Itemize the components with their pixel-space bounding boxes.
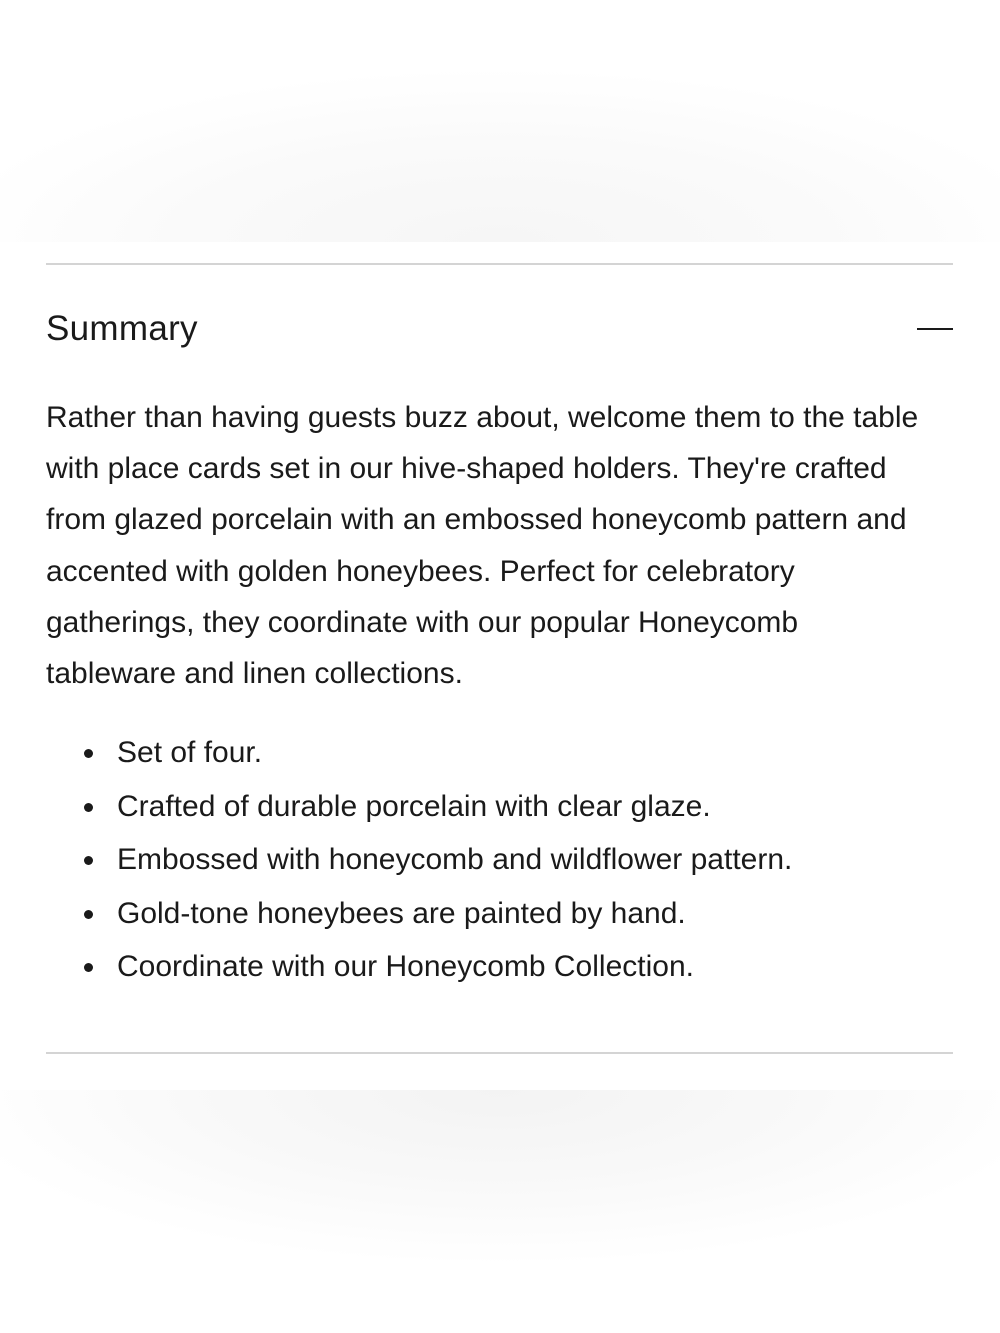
bottom-divider	[46, 1052, 953, 1054]
feature-text: Embossed with honeycomb and wildflower pattern.	[117, 843, 793, 876]
top-divider	[46, 263, 953, 265]
bullet-icon	[84, 856, 93, 865]
bullet-icon	[84, 749, 93, 758]
feature-text: Gold-tone honeybees are painted by hand.	[117, 896, 686, 930]
bullet-icon	[84, 910, 93, 919]
summary-accordion	[0, 242, 1000, 1090]
feature-text: Set of four.	[117, 736, 263, 769]
list-item	[46, 780, 936, 834]
summary-title: Summary	[46, 309, 198, 348]
list-item	[46, 940, 936, 994]
bullet-icon	[84, 803, 93, 812]
list-item	[46, 726, 936, 780]
top-backdrop	[0, 0, 1000, 242]
minus-icon[interactable]	[917, 317, 953, 341]
bullet-icon	[84, 963, 93, 972]
summary-description: Rather than having guests buzz about, welcome them to the table with place cards set in our hive-shaped holders. They're crafted from glazed porcelain with an embossed honeycomb pattern and accented with golden honeybees. Perfect for celebratory gatherings, they coordinate with our popular Honeycomb tableware and linen collections.	[46, 401, 919, 691]
summary-toggle-header[interactable]	[46, 304, 953, 354]
list-item	[46, 833, 936, 887]
list-item	[46, 887, 936, 941]
bottom-backdrop	[0, 1090, 1000, 1333]
feature-list	[46, 726, 936, 994]
feature-text: Crafted of durable porcelain with clear glaze.	[117, 789, 711, 823]
feature-text: Coordinate with our Honeycomb Collection.	[117, 950, 694, 983]
